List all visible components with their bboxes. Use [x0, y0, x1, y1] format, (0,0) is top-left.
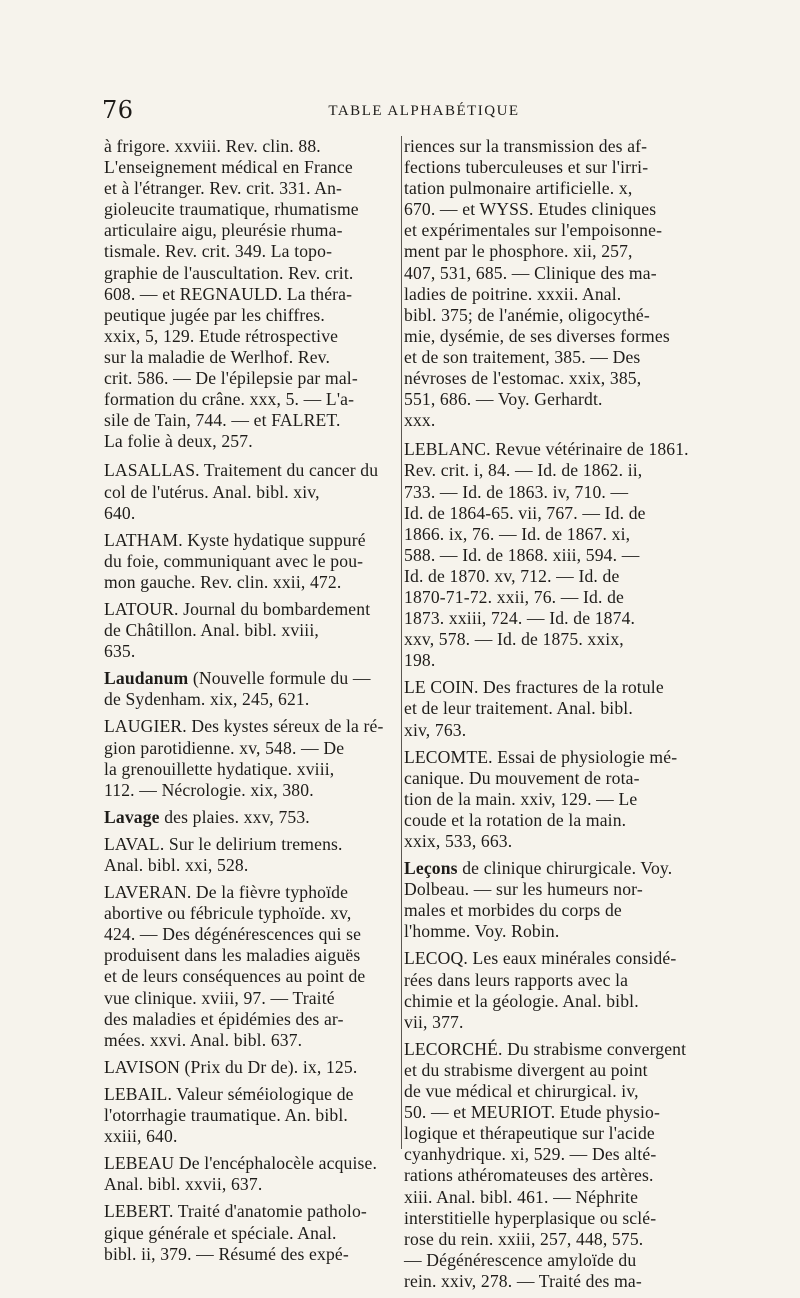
- index-entry-lebert: [104, 1201, 400, 1264]
- index-entry-frigore-cont: [104, 136, 400, 452]
- index-entry-line: articulaire aigu, pleurésie rhuma-: [104, 220, 343, 241]
- index-entry-line: LE COIN. Des fractures de la rotule: [404, 677, 664, 698]
- index-entry-line: LECOMTE. Essai de physiologie mé-: [404, 746, 678, 767]
- index-entry-lebert-cont: [404, 136, 698, 431]
- index-entry-line: xxix, 5, 129. Etude rétrospective: [104, 325, 339, 346]
- index-entry-line: 424. — Des dégénérescences qui se: [104, 924, 362, 945]
- index-entry-lavage: [104, 807, 400, 828]
- index-entry-laveran: [104, 882, 400, 1051]
- index-entry-latour: [104, 599, 400, 662]
- index-entry-line: mie, dysémie, de ses diverses formes: [404, 325, 670, 346]
- index-entry-lecoq: [404, 948, 698, 1032]
- index-entry-line: 608. — et REGNAULD. La théra-: [104, 283, 353, 304]
- index-entry-line: et du strabisme divergent au point: [404, 1059, 648, 1080]
- index-entry-line: 50. — et MEURIOT. Etude physio-: [404, 1102, 660, 1123]
- index-entry-line: rein. xxiv, 278. — Traité des ma-: [404, 1270, 642, 1291]
- index-entry-line: vue clinique. xviii, 97. — Traité: [104, 987, 335, 1008]
- index-entry-line: 635.: [104, 641, 136, 662]
- index-entry-line: ladies de poitrine. xxxii. Anal.: [404, 283, 622, 304]
- index-entry-line: tation pulmonaire artificielle. x,: [404, 178, 633, 199]
- index-entry-line: xxiii, 640.: [104, 1126, 178, 1147]
- index-entry-line: la grenouillette hydatique. xviii,: [104, 758, 335, 779]
- index-entry-line: formation du crâne. xxx, 5. — L'a-: [104, 389, 355, 410]
- index-entry-line: à frigore. xxviii. Rev. clin. 88.: [104, 136, 321, 156]
- index-entry-line: LATHAM. Kyste hydatique suppuré: [104, 529, 366, 550]
- index-entry-line: gioleucite traumatique, rhumatisme: [104, 199, 359, 220]
- index-entry-line: produisent dans les maladies aiguës: [104, 945, 361, 966]
- index-entry-line: mées. xxvi. Anal. bibl. 637.: [104, 1029, 303, 1050]
- index-entry-line: de Châtillon. Anal. bibl. xviii,: [104, 620, 319, 641]
- index-entry-laugier: [104, 716, 400, 800]
- running-title: TABLE ALPHABÉTIQUE: [328, 103, 520, 119]
- index-entry-line: ment par le phosphore. xii, 257,: [404, 241, 633, 262]
- index-entry-line: bibl. ii, 379. — Résumé des expé-: [104, 1243, 349, 1264]
- index-entry-line: sur la maladie de Werlhof. Rev.: [104, 346, 331, 367]
- index-entry-lecoin: [404, 677, 698, 740]
- index-entry-line: 670. — et WYSS. Etudes cliniques: [404, 199, 657, 220]
- index-entry-line: LEBERT. Traité d'anatomie patholo-: [104, 1201, 367, 1222]
- index-entry-line: L'enseignement médical en France: [104, 157, 353, 178]
- index-entry-line: graphie de l'auscultation. Rev. crit.: [104, 262, 354, 283]
- index-entry-line: fections tuberculeuses et sur l'irri-: [404, 157, 649, 178]
- index-entry-laval: [104, 834, 400, 876]
- index-entry-line: coude et la rotation de la main.: [404, 809, 627, 830]
- index-entry-line: 1873. xxiii, 724. — Id. de 1874.: [404, 608, 636, 629]
- index-entry-line: LAUGIER. Des kystes séreux de la ré-: [104, 716, 384, 737]
- index-entry-line: LASALLAS. Traitement du cancer du: [104, 460, 379, 481]
- index-entry-line: gique générale et spéciale. Anal.: [104, 1222, 337, 1243]
- index-entry-latham: [104, 530, 400, 593]
- index-entry-line: 640.: [104, 502, 136, 523]
- index-entry-line: rose du rein. xxiii, 257, 448, 575.: [404, 1228, 644, 1249]
- index-entry-line: LATOUR. Journal du bombardement: [104, 598, 371, 619]
- index-entry-line: 733. — Id. de 1863. iv, 710. —: [404, 481, 629, 502]
- index-entry-line: peutique jugée par les chiffres.: [104, 304, 325, 325]
- index-entry-line: chimie et la géologie. Anal. bibl.: [404, 990, 639, 1011]
- index-entry-line: 1866. ix, 76. — Id. de 1867. xi,: [404, 523, 631, 544]
- index-entry-leblanc: [404, 439, 698, 671]
- index-entry-line: mon gauche. Rev. clin. xxii, 472.: [104, 571, 342, 592]
- index-entry-line: Laudanum (Nouvelle formule du —: [104, 668, 371, 689]
- index-entry-line: et à l'étranger. Rev. crit. 331. An-: [104, 178, 343, 199]
- index-entry-lecomte: [404, 747, 698, 852]
- index-entry-line: males et morbides du corps de: [404, 900, 622, 921]
- index-entry-lasallas: [104, 460, 400, 523]
- index-entry-line: 1870-71-72. xxii, 76. — Id. de: [404, 586, 624, 607]
- index-entry-line: logique et thérapeutique sur l'acide: [404, 1123, 655, 1144]
- index-entry-line: névroses de l'estomac. xxix, 385,: [404, 368, 642, 389]
- index-entry-lebeau: [104, 1153, 400, 1195]
- index-entry-line: et de leur traitement. Anal. bibl.: [404, 698, 633, 719]
- index-entry-line: xxix, 533, 663.: [404, 831, 513, 851]
- index-entry-line: Anal. bibl. xxvii, 637.: [104, 1174, 263, 1195]
- index-entry-line: et de son traitement, 385. — Des: [404, 346, 641, 367]
- index-entry-lavison: [104, 1057, 400, 1078]
- index-entry-line: LAVAL. Sur le delirium tremens.: [104, 833, 343, 854]
- index-entry-line: crit. 586. — De l'épilepsie par mal-: [104, 368, 358, 389]
- index-entry-laudanum: [104, 668, 400, 710]
- index-entry-line: LEBLANC. Revue vétérinaire de 1861.: [404, 439, 689, 460]
- index-entry-line: vii, 377.: [404, 1011, 464, 1032]
- index-entry-line: tismale. Rev. crit. 349. La topo-: [104, 241, 333, 262]
- index-entry-line: LAVERAN. De la fièvre typhoïde: [104, 882, 349, 903]
- index-entry-line: xiv, 763.: [404, 719, 467, 740]
- index-entry-lebail: [104, 1084, 400, 1147]
- index-entry-line: 551, 686. — Voy. Gerhardt.: [404, 389, 603, 410]
- index-entry-line: du foie, communiquant avec le pou-: [104, 550, 364, 571]
- index-entry-line: abortive ou fébricule typhoïde. xv,: [104, 903, 352, 924]
- index-entry-line: xxx.: [404, 410, 436, 431]
- index-entry-line: bibl. 375; de l'anémie, oligocythé-: [404, 304, 650, 325]
- index-entry-line: riences sur la transmission des af-: [404, 136, 648, 156]
- index-entry-line: Dolbeau. — sur les humeurs nor-: [404, 879, 643, 900]
- index-entry-line: Id. de 1870. xv, 712. — Id. de: [404, 565, 620, 586]
- index-entry-line: des maladies et épidémies des ar-: [104, 1008, 344, 1029]
- index-entry-line: l'homme. Voy. Robin.: [404, 921, 560, 942]
- index-entry-line: Id. de 1864-65. vii, 767. — Id. de: [404, 502, 646, 523]
- index-entry-lecorche: [404, 1039, 698, 1292]
- page-number: 76: [102, 96, 134, 124]
- column-divider: [401, 136, 402, 1149]
- index-entry-line: de Sydenham. xix, 245, 621.: [104, 689, 310, 710]
- index-entry-line: 112. — Nécrologie. xix, 380.: [104, 779, 314, 800]
- index-entry-line: de vue médical et chirurgical. iv,: [404, 1081, 639, 1102]
- index-entry-lecons: [404, 858, 698, 942]
- index-entry-line: tion de la main. xxiv, 129. — Le: [404, 788, 638, 809]
- index-entry-line: canique. Du mouvement de rota-: [404, 767, 640, 788]
- index-entry-line: interstitielle hyperplasique ou sclé-: [404, 1207, 657, 1228]
- index-entry-line: et expérimentales sur l'empoisonne-: [404, 220, 663, 241]
- index-entry-line: sile de Tain, 744. — et FALRET.: [104, 410, 341, 431]
- index-entry-line: col de l'utérus. Anal. bibl. xiv,: [104, 481, 320, 502]
- index-entry-line: 407, 531, 685. — Clinique des ma-: [404, 262, 657, 283]
- index-entry-line: 588. — Id. de 1868. xiii, 594. —: [404, 544, 640, 565]
- index-entry-line: Rev. crit. i, 84. — Id. de 1862. ii,: [404, 460, 643, 481]
- index-entry-line: LEBEAU De l'encéphalocèle acquise.: [104, 1153, 378, 1174]
- index-entry-line: l'otorrhagie traumatique. An. bibl.: [104, 1105, 348, 1126]
- index-entry-line: — Dégénérescence amyloïde du: [404, 1249, 637, 1270]
- index-entry-line: rations athéromateuses des artères.: [404, 1165, 654, 1186]
- index-entry-line: Anal. bibl. xxi, 528.: [104, 855, 249, 875]
- index-column-left: [104, 136, 400, 1271]
- index-entry-line: gion parotidienne. xv, 548. — De: [104, 737, 345, 758]
- index-entry-line: 198.: [404, 650, 436, 671]
- index-entry-line: xiii. Anal. bibl. 461. — Néphrite: [404, 1186, 639, 1207]
- index-column-right: [404, 136, 698, 1298]
- index-entry-line: rées dans leurs rapports avec la: [404, 969, 629, 990]
- index-entry-line: xxv, 578. — Id. de 1875. xxix,: [404, 629, 624, 650]
- index-entry-line: Lavage des plaies. xxv, 753.: [104, 806, 310, 827]
- index-entry-line: cyanhydrique. xi, 529. — Des alté-: [404, 1144, 657, 1165]
- index-entry-line: Leçons de clinique chirurgicale. Voy.: [404, 858, 673, 879]
- index-entry-line: LECOQ. Les eaux minérales considé-: [404, 948, 677, 969]
- index-entry-line: LAVISON (Prix du Dr de). ix, 125.: [104, 1056, 358, 1077]
- index-entry-line: LECORCHÉ. Du strabisme convergent: [404, 1038, 687, 1059]
- index-entry-line: et de leurs conséquences au point de: [104, 966, 366, 987]
- index-entry-line: La folie à deux, 257.: [104, 431, 253, 452]
- index-entry-line: LEBAIL. Valeur séméiologique de: [104, 1083, 354, 1104]
